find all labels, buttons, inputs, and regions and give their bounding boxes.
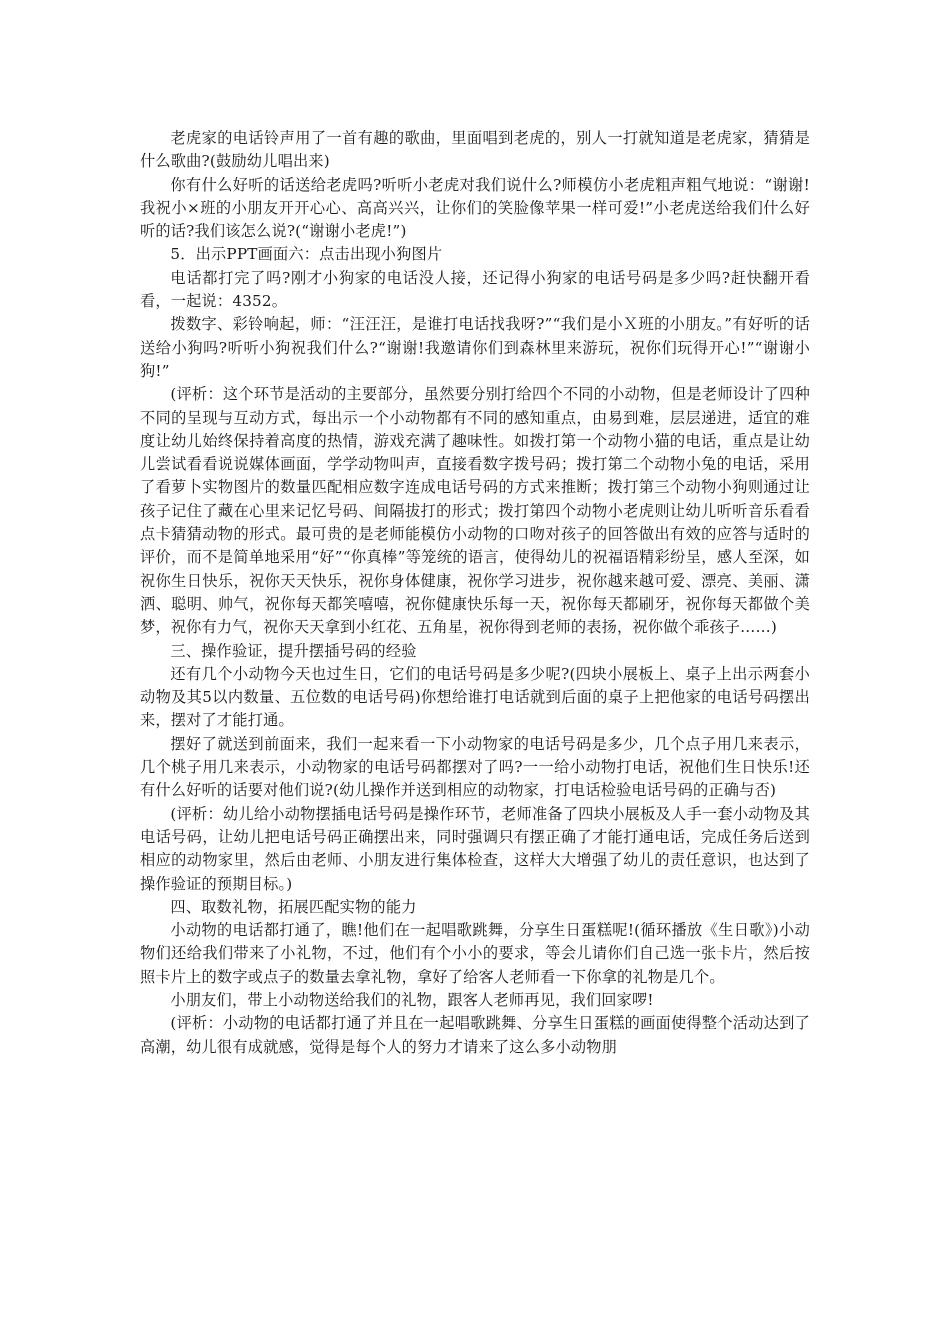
paragraph: 摆好了就送到前面来，我们一起来看一下小动物家的电话号码是多少，几个点子用几来表示，几个桃子用几来表示，小动物家的电话号码都摆对了吗?一一给小动物打电话，祝他们生日快乐!还有什么好听的话要对他们说?(幼儿操作并送到相应的动物家，打电话检验电话号码的正确与否)	[140, 734, 810, 800]
section-heading: 四、取数礼物，拓展匹配实物的能力	[170, 897, 417, 916]
commentary-paragraph: (评析：幼儿给小动物摆插电话号码是操作环节，老师准备了四块小展板及人手一套小动物及其电话号码，让幼儿把电话号码正确摆出来，同时强调只有摆正确了才能打通电话，完成任务后送到相应的动物家里，然后由老师、小朋友进行集体检查，这样大大增强了幼儿的责任意识，也达到了操作验证的预期目标。)	[140, 804, 810, 893]
paragraph: 拨数字、彩铃响起，师：“汪汪汪，是谁打电话找我呀?”“我们是小Ｘ班的小朋友。”有好听的话送给小狗吗?听听小狗祝我们什么?“谢谢!我邀请你们到森林里来游玩，祝你们玩得开心!”“谢谢小狗!”	[140, 315, 810, 380]
document-page	[140, 127, 810, 1059]
paragraph: 电话都打完了吗?刚才小狗家的电话没人接，还记得小狗家的电话号码是多少吗?赶快翻开看看，一起说：4352。	[140, 268, 810, 311]
paragraph: 小动物的电话都打通了，瞧!他们在一起唱歌跳舞，分享生日蛋糕呢!(循环播放《生日歌》)小动物们还给我们带来了小礼物，不过，他们有个小小的要求，等会儿请你们自己选一张卡片，然后按照卡片上的数字或点子的数量去拿礼物，拿好了给客人老师看一下你拿的礼物是几个。	[140, 921, 810, 986]
paragraph: 小朋友们，带上小动物送给我们的礼物，跟客人老师再见，我们回家啰!	[170, 990, 654, 1009]
paragraph: 老虎家的电话铃声用了一首有趣的歌曲，里面唱到老虎的，别人一打就知道是老虎家，猜猜是什么歌曲?(鼓励幼儿唱出来)	[140, 129, 810, 171]
commentary-paragraph: (评析：小动物的电话都打通了并且在一起唱歌跳舞、分享生日蛋糕的画面使得整个活动达到了高潮，幼儿很有成就感，觉得是每个人的努力才请来了这么多小动物朋	[140, 1014, 810, 1056]
paragraph: 还有几个小动物今天也过生日，它们的电话号码是多少呢?(四块小展板上、桌子上出示两套小动物及其5以内数量、五位数的电话号码)你想给谁打电话就到后面的桌子上把他家的电话号码摆出来，摆对了才能打通。	[140, 664, 810, 730]
commentary-paragraph: (评析：这个环节是活动的主要部分，虽然要分别打给四个不同的小动物，但是老师设计了四种不同的呈现与互动方式，每出示一个小动物都有不同的感知重点，由易到难，层层递进，适宜的难度让幼儿始终保持着高度的热情，游戏充满了趣味性。如拨打第一个动物小猫的电话，重点是让幼儿尝试看看说说媒体画面，学学动物叫声，直接看数字拨号码；拨打第二个动物小兔的电话，采用了看萝卜实物图片的数量匹配相应数字连成电话号码的方式来推断；拨打第三个动物小狗则通过让孩子记住了藏在心里来记忆号码、间隔拔打的形式；拨打第四个动物小老虎则让幼儿听听音乐看看点卡猜猜动物的形式。最可贵的是老师能模仿小动物的口吻对孩子的回答做出有效的应答与适时的评价，而不是简单地采用“好”“你真棒”等笼统的语言，使得幼儿的祝福语精彩纷呈，感人至深，如祝你生日快乐，祝你天天快乐，祝你身体健康，祝你学习进步，祝你越来越可爱、漂亮、美丽、潇洒、聪明、帅气，祝你每天都笑嘻嘻，祝你健康快乐每一天，祝你每天都刷牙，祝你每天都做个美梦，祝你有力气，祝你天天拿到小红花、五角星，祝你得到老师的表扬，祝你做个乖孩子……)	[140, 385, 810, 637]
section-heading: 三、操作验证，提升摆插号码的经验	[170, 641, 417, 660]
paragraph: 你有什么好听的话送给老虎吗?听听小老虎对我们说什么?师模仿小老虎粗声粗气地说：“谢谢!我祝小×班的小朋友开开心心、高高兴兴，让你们的笑脸像苹果一样可爱!”小老虎送给我们什么好听的话?我们该怎么说?(“谢谢小老虎!”)	[140, 175, 810, 241]
section-heading: 5．出示PPT画面六：点击出现小狗图片	[170, 245, 443, 264]
